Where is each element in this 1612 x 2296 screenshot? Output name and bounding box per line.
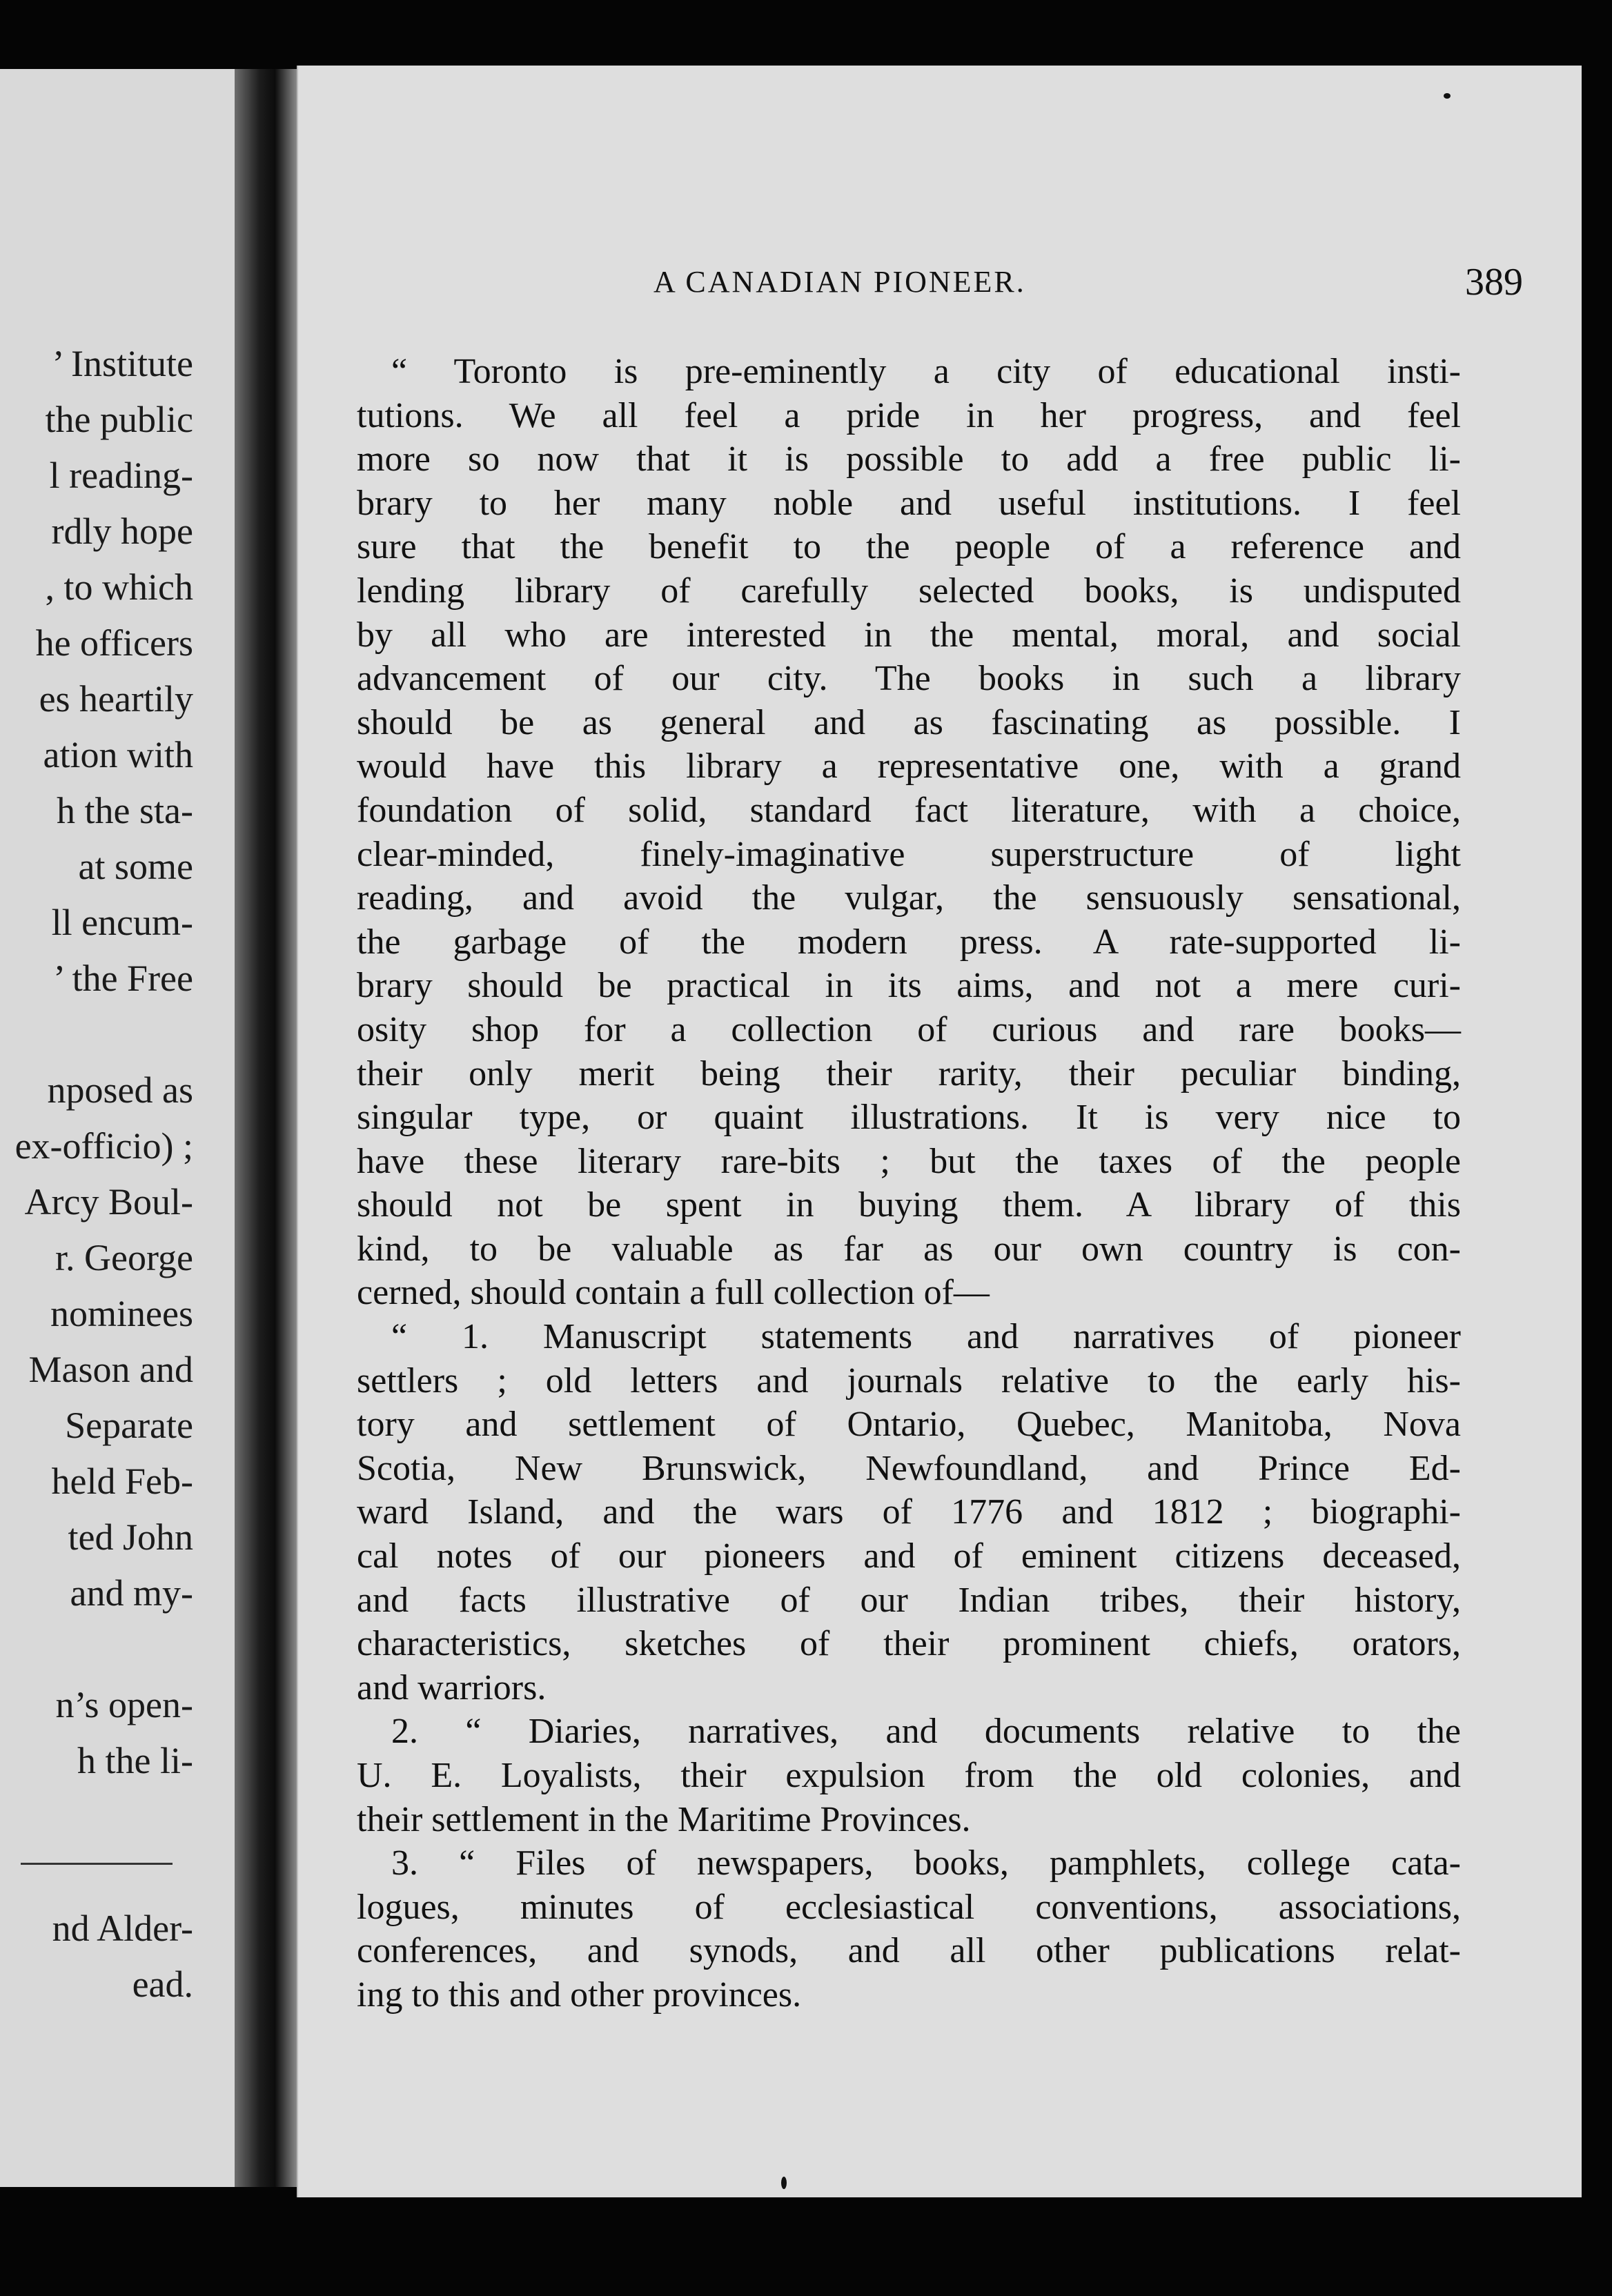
facing-page-line: , to which	[45, 566, 193, 608]
page-speck	[781, 2177, 787, 2189]
text-line: by all who are interested in the mental, moral, and social	[357, 615, 1461, 655]
text-line: have these literary rare-bits ; but the taxes of the people	[357, 1141, 1461, 1181]
book-page	[297, 66, 1582, 2197]
facing-page-line: ’ Institute	[52, 343, 193, 384]
text-line: ward Island, and the wars of 1776 and 1812 ; biographi-	[357, 1492, 1461, 1532]
facing-page-line: rdly hope	[51, 511, 193, 552]
text-line: 3. “ Files of newspapers, books, pamphlets, college cata-	[391, 1843, 1461, 1883]
facing-page-line: ead.	[132, 1963, 193, 2005]
facing-page-line: Separate	[65, 1405, 193, 1446]
facing-page-line: held Feb-	[51, 1461, 193, 1502]
facing-page-line: r. George	[55, 1237, 193, 1278]
text-line: cal notes of our pioneers and of eminent citizens deceased,	[357, 1536, 1461, 1576]
text-line: should be as general and as fascinating as possible. I	[357, 702, 1461, 742]
facing-page-line: Mason and	[28, 1349, 193, 1390]
page-number: 389	[1465, 261, 1523, 304]
facing-page-line: ex-officio) ;	[14, 1125, 193, 1167]
text-line: advancement of our city. The books in such a library	[357, 659, 1461, 699]
body-text	[357, 350, 1461, 2017]
facing-page-line: the public	[45, 399, 193, 440]
text-line: their only merit being their rarity, their peculiar binding,	[357, 1053, 1461, 1093]
facing-page-line: es heartily	[39, 678, 193, 720]
facing-page-line: ted John	[68, 1516, 193, 1558]
facing-page-line: l reading-	[49, 455, 193, 496]
text-line: characteristics, sketches of their prominent chiefs, orators,	[357, 1624, 1461, 1664]
page-speck	[1444, 93, 1451, 99]
text-line: ing to this and other provinces.	[357, 1975, 802, 2015]
text-line: tory and settlement of Ontario, Quebec, Manitoba, Nova	[357, 1405, 1461, 1445]
text-line: Scotia, New Brunswick, Newfoundland, and Prince Ed-	[357, 1448, 1461, 1488]
text-line: and warriors.	[357, 1667, 547, 1708]
text-line: logues, minutes of ecclesiastical conventions, associations,	[357, 1887, 1461, 1927]
text-line: U. E. Loyalists, their expulsion from the old colonies, and	[357, 1756, 1461, 1795]
text-line: clear-minded, finely-imaginative superstructure of light	[357, 834, 1461, 874]
text-line: reading, and avoid the vulgar, the sensuously sensational,	[357, 878, 1461, 918]
text-line: cerned, should contain a full collection of—	[357, 1273, 990, 1313]
facing-page-fragment	[0, 69, 235, 2187]
text-line: would have this library a representative one, with a grand	[357, 746, 1461, 786]
book-gutter	[235, 69, 297, 2187]
text-line: settlers ; old letters and journals relative to the early his-	[357, 1360, 1461, 1401]
text-line: 2. “ Diaries, narratives, and documents relative to the	[391, 1712, 1461, 1752]
facing-page-line: ll encum-	[51, 902, 193, 943]
facing-page-line: nposed as	[47, 1069, 193, 1111]
facing-page-line: h the sta-	[57, 790, 193, 831]
facing-page-line: nd Alder-	[52, 1908, 193, 1949]
text-line: “ Toronto is pre-eminently a city of educational insti-	[391, 352, 1461, 391]
footnote-rule	[21, 1863, 173, 1865]
facing-page-line: at some	[78, 846, 193, 887]
facing-page-line: h the li-	[77, 1740, 193, 1781]
text-line: foundation of solid, standard fact literature, with a choice,	[357, 790, 1461, 830]
text-line: and facts illustrative of our Indian tribes, their history,	[357, 1580, 1461, 1620]
text-line: osity shop for a collection of curious and rare books—	[357, 1009, 1461, 1049]
running-title: A CANADIAN PIONEER.	[653, 265, 1026, 299]
facing-page-line: and my-	[70, 1572, 193, 1614]
facing-page-line: n’s open-	[55, 1684, 193, 1725]
text-line: “ 1. Manuscript statements and narratives of pioneer	[391, 1317, 1461, 1357]
facing-page-line: nominees	[50, 1293, 193, 1334]
text-line: tutions. We all feel a pride in her progress, and feel	[357, 395, 1461, 435]
text-line: sure that the benefit to the people of a reference and	[357, 527, 1461, 567]
text-line: conferences, and synods, and all other publications relat-	[357, 1931, 1461, 1971]
facing-page-line: Arcy Boul-	[24, 1181, 193, 1223]
text-line: brary should be practical in its aims, and not a mere curi-	[357, 966, 1461, 1006]
text-line: singular type, or quaint illustrations. It is very nice to	[357, 1098, 1461, 1138]
text-line: brary to her many noble and useful institutions. I feel	[357, 483, 1461, 523]
text-line: kind, to be valuable as far as our own country is con-	[357, 1229, 1461, 1269]
text-line: lending library of carefully selected books, is undisputed	[357, 571, 1461, 611]
facing-page-line: he officers	[35, 622, 193, 664]
text-line: the garbage of the modern press. A rate-supported li-	[357, 922, 1461, 962]
text-line: their settlement in the Maritime Provinces.	[357, 1799, 971, 1839]
text-line: more so now that it is possible to add a free public li-	[357, 439, 1461, 479]
facing-page-line: ’ the Free	[53, 958, 193, 999]
page-header	[298, 260, 1582, 315]
text-line: should not be spent in buying them. A library of this	[357, 1185, 1461, 1225]
facing-page-line: ation with	[43, 734, 193, 775]
